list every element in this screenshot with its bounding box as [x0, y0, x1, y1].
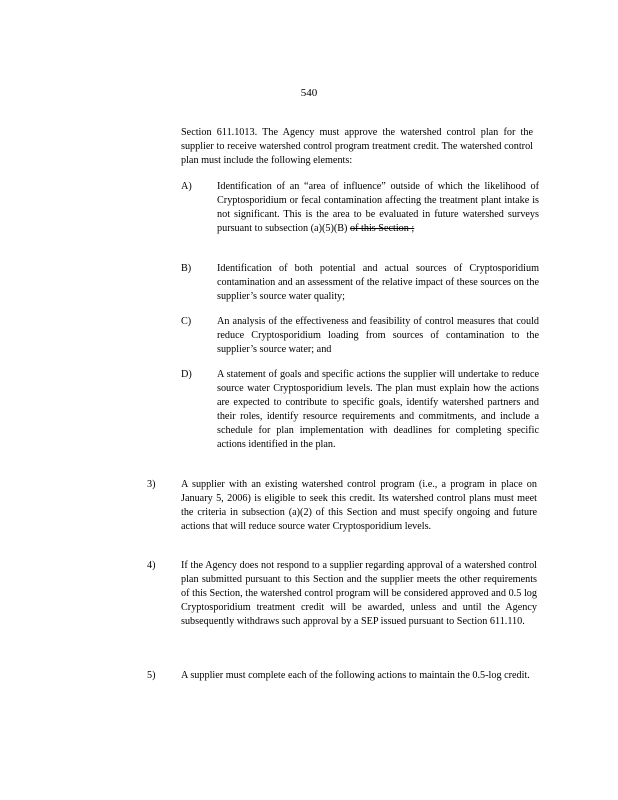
item-label: B)	[181, 263, 192, 274]
intro-paragraph: Section 611.1013. The Agency must approve the watershed control plan for the supplier to receive watershed control program treatment credit. The watershed control plan must include the following elements:	[181, 127, 533, 166]
item-label: A)	[181, 181, 192, 192]
item-text: If the Agency does not respond to a supplier regarding approval of a watershed control plan submitted pursuant to this Section and the supplier meets the other requirements of this Section, the watershed control program will be considered approved and 0.5 log Cryptosporidium treatment credit will be awarded, unless and until the Agency subsequently withdraws such approval by a SEP issued pursuant to Section 611.110.	[181, 560, 537, 627]
page-number: 540	[300, 87, 318, 99]
item-text: A supplier must complete each of the following actions to maintain the 0.5-log credit.	[181, 670, 530, 681]
item-text: Identification of both potential and actual sources of Cryptosporidium contamination and an assessment of the relative impact of these sources on the supplier’s source water quality;	[217, 263, 539, 302]
item-text: An analysis of the effectiveness and feasibility of control measures that could reduce Cryptosporidium loading from sources of contamination to the supplier’s source water; and	[217, 316, 539, 355]
item-label: 4)	[147, 560, 156, 571]
item-text: A statement of goals and specific actions the supplier will undertake to reduce source water Cryptosporidium levels. The plan must explain how the actions are expected to contribute to specific goals, identify watershed partners and their roles, identify resource requirements and commitments, and include a schedule for plan implementation with deadlines for completing specific actions identified in the plan.	[217, 369, 539, 450]
item-text-main: Identification of an “area of influence” outside of which the likelihood of Cryptosporidium or fecal contamination affecting the treatment plant intake is not significant. This is the area to be evaluated in future watershed surveys pursuant to subsection (a)(5)(B)	[217, 181, 539, 234]
item-label: 5)	[147, 670, 156, 681]
item-label: C)	[181, 316, 192, 327]
item-label: D)	[181, 369, 192, 380]
item-label: 3)	[147, 479, 156, 490]
struck-text: of this Section ;	[349, 223, 415, 234]
item-text: A supplier with an existing watershed control program (i.e., a program in place on January 5, 2006) is eligible to seek this credit. Its watershed control plans must meet the criteria in subsection (a)(2) of this Section and must specify ongoing and future actions that will reduce source water Cryptosporidium levels.	[181, 479, 537, 532]
item-text	[217, 180, 539, 236]
